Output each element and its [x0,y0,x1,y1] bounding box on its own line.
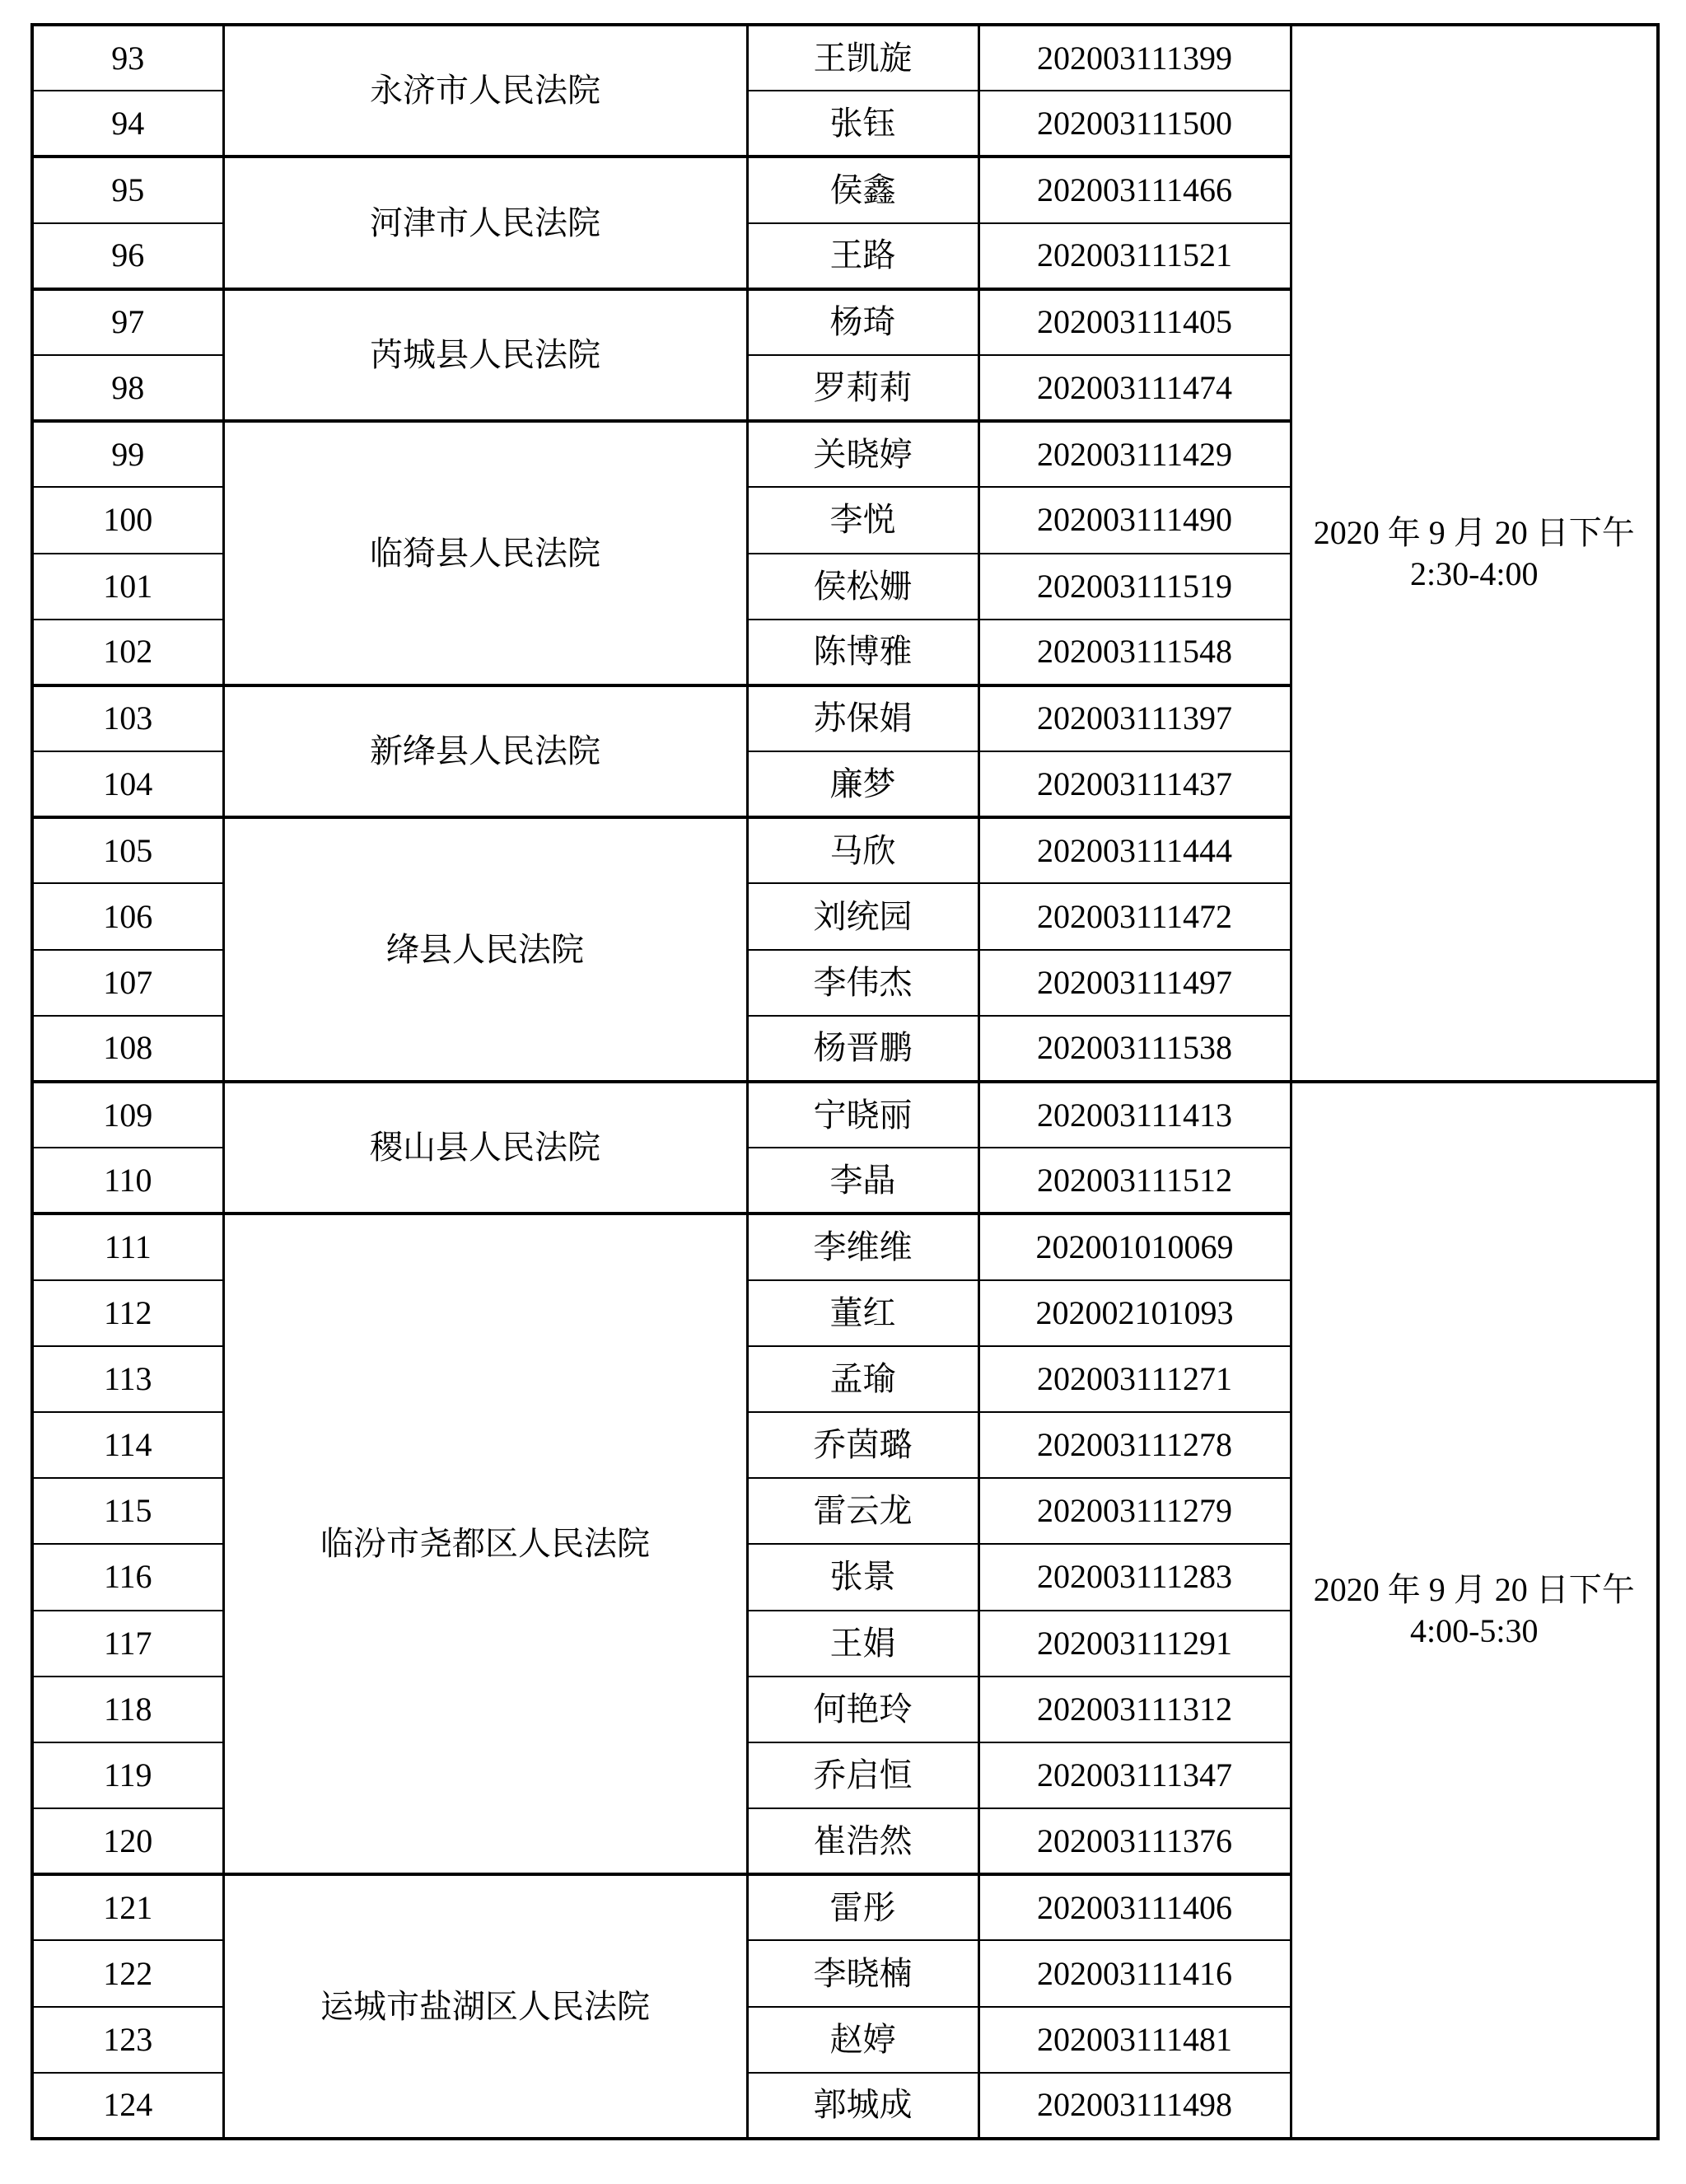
row-number-cell: 111 [32,1214,223,1279]
exam-number-cell: 202003111437 [978,751,1291,817]
name-cell: 侯松姗 [747,554,978,620]
name-cell: 李悦 [747,487,978,553]
name-cell: 张景 [747,1544,978,1610]
name-cell: 雷云龙 [747,1478,978,1544]
exam-number-cell: 202003111283 [978,1544,1291,1610]
row-number-cell: 93 [32,25,223,91]
row-number-cell: 100 [32,487,223,553]
exam-number-cell: 202003111519 [978,554,1291,620]
exam-number-cell: 202003111347 [978,1742,1291,1808]
exam-number-cell: 202003111405 [978,289,1291,355]
name-cell: 赵婷 [747,2007,978,2073]
court-cell: 芮城县人民法院 [223,289,747,421]
name-cell: 乔茵璐 [747,1412,978,1478]
row-number-cell: 109 [32,1082,223,1148]
row-number-cell: 115 [32,1478,223,1544]
row-number-cell: 124 [32,2073,223,2139]
time-slot-range-line: 2:30-4:00 [1409,554,1539,592]
row-number-cell: 122 [32,1940,223,2006]
exam-roster-table [30,23,1660,2140]
time-slot-cell [1291,1082,1658,2139]
exam-number-cell: 202003111413 [978,1082,1291,1148]
name-cell: 杨琦 [747,289,978,355]
row-number-cell: 101 [32,554,223,620]
time-slot-cell [1291,25,1658,1082]
name-cell: 张钰 [747,91,978,157]
exam-number-cell: 202003111490 [978,487,1291,553]
exam-number-cell: 202003111548 [978,620,1291,685]
name-cell: 郭城成 [747,2073,978,2139]
row-number-cell: 108 [32,1016,223,1082]
court-cell: 新绛县人民法院 [223,685,747,817]
row-number-cell: 123 [32,2007,223,2073]
time-slot-date-line: 2020 年 9 月 20 日下午 [1313,1570,1635,1608]
row-number-cell: 103 [32,685,223,751]
court-cell: 绛县人民法院 [223,817,747,1082]
row-number-cell: 112 [32,1280,223,1346]
time-slot-date-line: 2020 年 9 月 20 日下午 [1313,513,1635,551]
exam-number-cell: 202003111538 [978,1016,1291,1082]
row-number-cell: 105 [32,817,223,883]
name-cell: 雷彤 [747,1874,978,1940]
exam-roster-body [32,25,1658,2139]
name-cell: 陈博雅 [747,620,978,685]
exam-number-cell: 202003111500 [978,91,1291,157]
name-cell: 李维维 [747,1214,978,1279]
name-cell: 李晓楠 [747,1940,978,2006]
exam-number-cell: 202003111399 [978,25,1291,91]
exam-number-cell: 202003111278 [978,1412,1291,1478]
row-number-cell: 120 [32,1808,223,1874]
exam-number-cell: 202003111474 [978,355,1291,421]
row-number-cell: 98 [32,355,223,421]
time-slot-range-line: 4:00-5:30 [1409,1611,1539,1649]
row-number-cell: 118 [32,1677,223,1742]
row-number-cell: 102 [32,620,223,685]
exam-number-cell: 202003111279 [978,1478,1291,1544]
court-cell: 临猗县人民法院 [223,421,747,685]
row-number-cell: 107 [32,950,223,1016]
name-cell: 杨晋鹏 [747,1016,978,1082]
name-cell: 崔浩然 [747,1808,978,1874]
exam-number-cell: 202003111312 [978,1677,1291,1742]
exam-number-cell: 202003111406 [978,1874,1291,1940]
row-number-cell: 106 [32,883,223,949]
name-cell: 宁晓丽 [747,1082,978,1148]
exam-number-cell: 202001010069 [978,1214,1291,1279]
row-number-cell: 114 [32,1412,223,1478]
row-number-cell: 96 [32,223,223,289]
row-number-cell: 110 [32,1148,223,1214]
court-cell: 稷山县人民法院 [223,1082,747,1214]
court-cell: 河津市人民法院 [223,157,747,288]
name-cell: 廉梦 [747,751,978,817]
name-cell: 李晶 [747,1148,978,1214]
exam-number-cell: 202003111481 [978,2007,1291,2073]
row-number-cell: 116 [32,1544,223,1610]
row-number-cell: 95 [32,157,223,222]
exam-number-cell: 202003111498 [978,2073,1291,2139]
exam-number-cell: 202003111397 [978,685,1291,751]
exam-number-cell: 202003111497 [978,950,1291,1016]
name-cell: 王娟 [747,1611,978,1677]
name-cell: 苏保娟 [747,685,978,751]
name-cell: 董红 [747,1280,978,1346]
row-number-cell: 97 [32,289,223,355]
table-row [32,25,1658,91]
table-row [32,1082,1658,1148]
exam-number-cell: 202003111444 [978,817,1291,883]
exam-number-cell: 202002101093 [978,1280,1291,1346]
name-cell: 李伟杰 [747,950,978,1016]
exam-number-cell: 202003111271 [978,1346,1291,1412]
exam-number-cell: 202003111512 [978,1148,1291,1214]
name-cell: 关晓婷 [747,421,978,487]
row-number-cell: 99 [32,421,223,487]
court-cell: 临汾市尧都区人民法院 [223,1214,747,1874]
row-number-cell: 117 [32,1611,223,1677]
row-number-cell: 119 [32,1742,223,1808]
exam-number-cell: 202003111472 [978,883,1291,949]
row-number-cell: 121 [32,1874,223,1940]
name-cell: 王凯旋 [747,25,978,91]
name-cell: 马欣 [747,817,978,883]
exam-number-cell: 202003111291 [978,1611,1291,1677]
name-cell: 刘统园 [747,883,978,949]
court-cell: 永济市人民法院 [223,25,747,157]
row-number-cell: 113 [32,1346,223,1412]
name-cell: 罗莉莉 [747,355,978,421]
name-cell: 孟瑜 [747,1346,978,1412]
exam-number-cell: 202003111376 [978,1808,1291,1874]
name-cell: 王路 [747,223,978,289]
court-cell: 运城市盐湖区人民法院 [223,1874,747,2139]
exam-number-cell: 202003111466 [978,157,1291,222]
exam-number-cell: 202003111416 [978,1940,1291,2006]
exam-number-cell: 202003111429 [978,421,1291,487]
name-cell: 侯鑫 [747,157,978,222]
name-cell: 乔启恒 [747,1742,978,1808]
name-cell: 何艳玲 [747,1677,978,1742]
row-number-cell: 94 [32,91,223,157]
row-number-cell: 104 [32,751,223,817]
exam-number-cell: 202003111521 [978,223,1291,289]
